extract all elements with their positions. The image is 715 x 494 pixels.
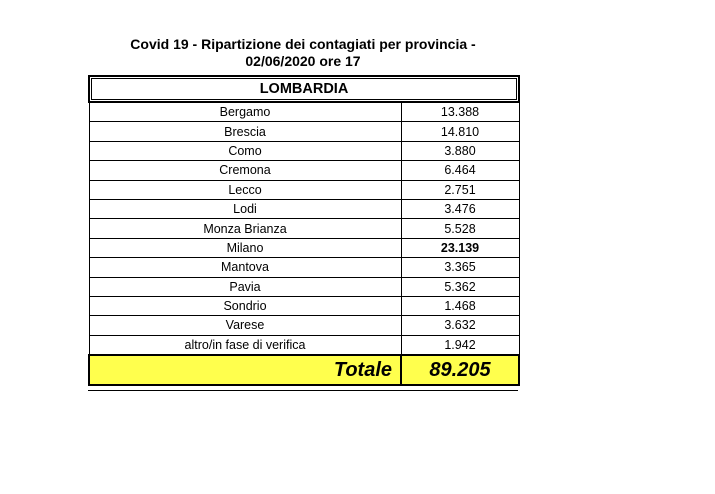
province-cell: Como [89, 141, 401, 160]
table-row [89, 180, 519, 199]
title-line-2: 02/06/2020 ore 17 [245, 53, 361, 69]
document-title [88, 36, 518, 70]
value-cell: 5.362 [401, 277, 519, 296]
table-row [89, 161, 519, 180]
value-cell: 3.880 [401, 141, 519, 160]
table-row [89, 335, 519, 355]
province-cell: Mantova [89, 258, 401, 277]
province-cell: Brescia [89, 122, 401, 141]
province-cell: Monza Brianza [89, 219, 401, 238]
value-cell: 1.942 [401, 335, 519, 355]
total-value: 89.205 [401, 355, 519, 385]
table-row [89, 316, 519, 335]
table-row [89, 199, 519, 218]
region-header [89, 76, 519, 102]
table-row [89, 238, 519, 257]
province-cell: Cremona [89, 161, 401, 180]
region-name: LOMBARDIA [91, 78, 517, 100]
value-cell: 2.751 [401, 180, 519, 199]
table-row [89, 122, 519, 141]
value-cell: 1.468 [401, 296, 519, 315]
table-row [89, 296, 519, 315]
province-cell: Milano [89, 238, 401, 257]
province-cell: Pavia [89, 277, 401, 296]
province-cell: Varese [89, 316, 401, 335]
value-cell: 3.476 [401, 199, 519, 218]
table-row [89, 258, 519, 277]
value-cell: 3.632 [401, 316, 519, 335]
province-cell: Lodi [89, 199, 401, 218]
value-cell: 13.388 [401, 102, 519, 122]
table-row [89, 277, 519, 296]
table-row [89, 219, 519, 238]
value-cell-highlighted: 23.139 [401, 238, 519, 257]
province-cell: altro/in fase di verifica [89, 335, 401, 355]
province-cell: Lecco [89, 180, 401, 199]
total-row [89, 355, 519, 385]
table-row [89, 141, 519, 160]
region-header-row [89, 76, 519, 102]
table-row [89, 102, 519, 122]
value-cell: 5.528 [401, 219, 519, 238]
value-cell: 6.464 [401, 161, 519, 180]
province-cell: Sondrio [89, 296, 401, 315]
total-label: Totale [89, 355, 401, 385]
title-line-1: Covid 19 - Ripartizione dei contagiati per provincia - [130, 36, 476, 52]
value-cell: 14.810 [401, 122, 519, 141]
cases-table [88, 75, 520, 386]
bottom-divider [88, 390, 518, 391]
province-cell: Bergamo [89, 102, 401, 122]
value-cell: 3.365 [401, 258, 519, 277]
